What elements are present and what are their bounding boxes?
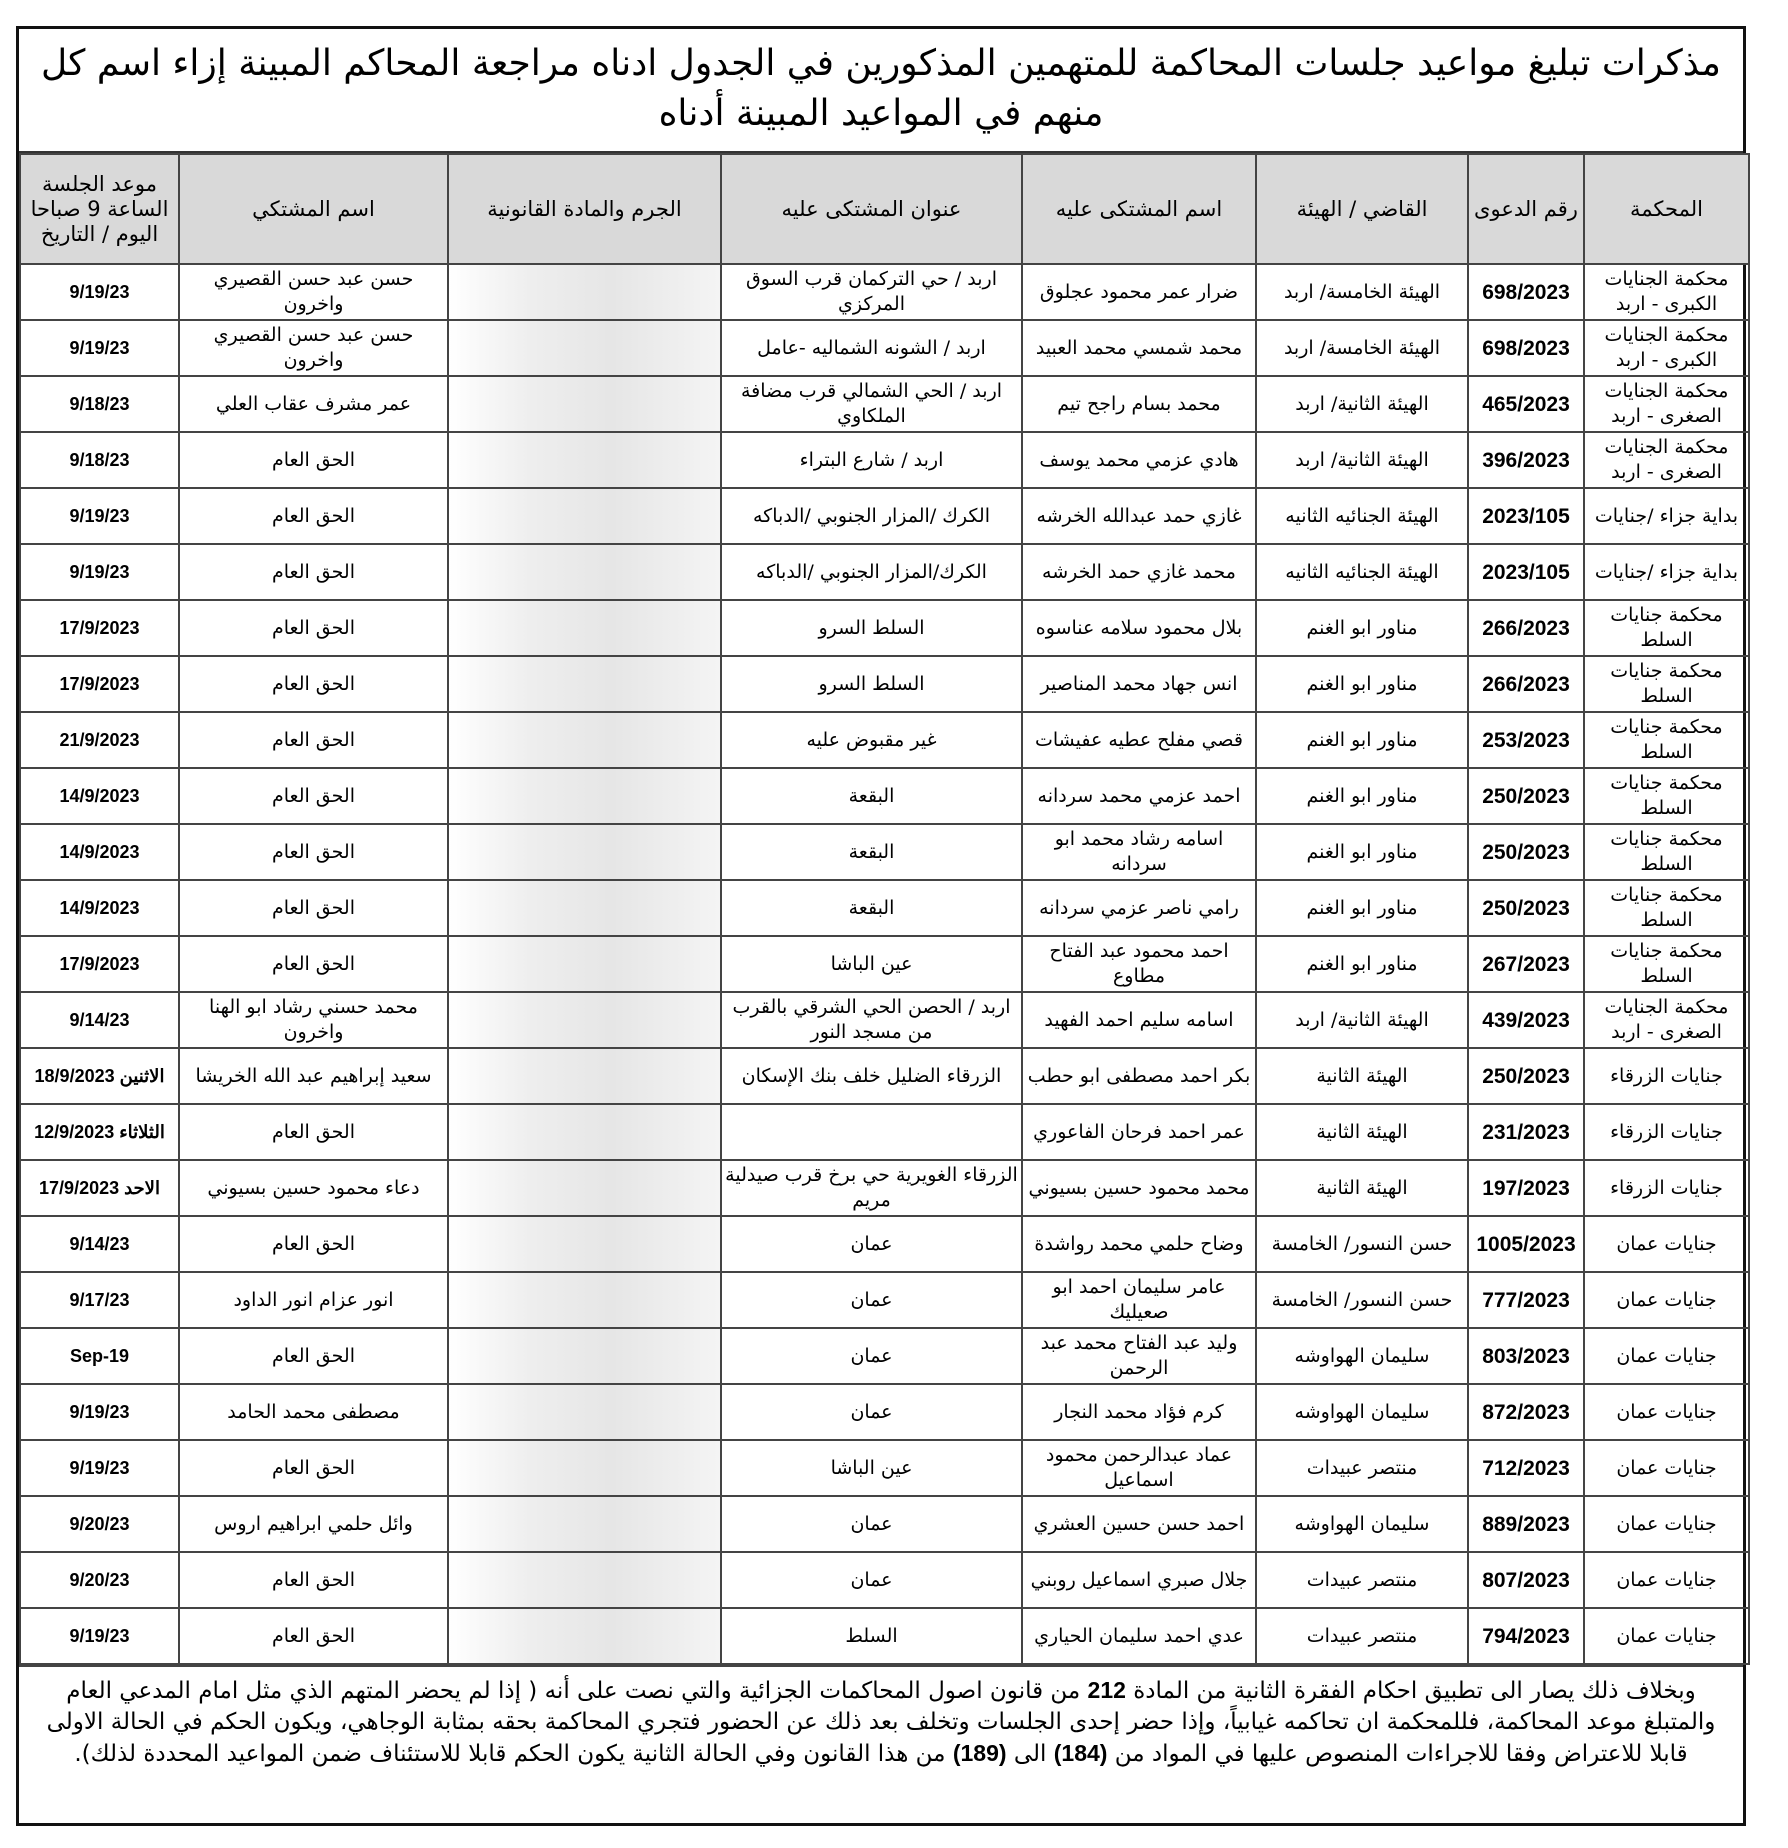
cell-defendant-name: محمد بسام راجح تيم xyxy=(1022,376,1256,432)
cell-hearing-date: 17/9/2023 xyxy=(20,936,179,992)
notice-text: من قانون اصول المحاكمات الجزائية والتي نصت على أنه ( إذا لم يحضر المتهم الذي مثل امام المدعي العام والمتبلغ موعد المحاكمة، فللمحكمة ان تحاكمه غيابياً، وإذا حضر إحدى الجلسات وتخلف بعد ذلك عن الحضور فتجري المحاكمة بحقه بمثابة الوجاهي، ويكون الحكم في الحالة الاولى قابلا للاعتراض وفقا للاجراءات المنصوص عليها في المواد من xyxy=(46,1678,1716,1767)
cell-defendant-address: غير مقبوض عليه xyxy=(721,712,1022,768)
cell-judge-panel: الهيئة الثانية/ اربد xyxy=(1256,432,1468,488)
header-court: المحكمة xyxy=(1584,154,1749,264)
cell-court: محكمة جنايات السلط xyxy=(1584,712,1749,768)
cell-complainant-name: الحق العام xyxy=(179,1552,448,1608)
cell-complainant-name: الحق العام xyxy=(179,712,448,768)
cell-defendant-address: الكرك/المزار الجنوبي /الدباكه xyxy=(721,544,1022,600)
header-hearing-date: موعد الجلسة الساعة 9 صباحا اليوم / التاريخ xyxy=(20,154,179,264)
cell-charge xyxy=(448,544,721,600)
cell-hearing-date: 14/9/2023 xyxy=(20,824,179,880)
cell-defendant-name: بكر احمد مصطفى ابو حطب xyxy=(1022,1048,1256,1104)
cell-defendant-address: الكرك /المزار الجنوبي /الدباكه xyxy=(721,488,1022,544)
cell-charge xyxy=(448,824,721,880)
cell-case-number: 266/2023 xyxy=(1468,600,1584,656)
cell-case-number: 807/2023 xyxy=(1468,1552,1584,1608)
cell-case-number: 794/2023 xyxy=(1468,1608,1584,1664)
cell-case-number: 396/2023 xyxy=(1468,432,1584,488)
cell-charge xyxy=(448,656,721,712)
cell-defendant-address: عمان xyxy=(721,1384,1022,1440)
cell-defendant-name: وضاح حلمي محمد رواشدة xyxy=(1022,1216,1256,1272)
cell-court: جنايات عمان xyxy=(1584,1496,1749,1552)
article-number: (184) xyxy=(1053,1740,1108,1766)
cell-charge xyxy=(448,264,721,320)
cell-defendant-address: عمان xyxy=(721,1272,1022,1328)
cell-complainant-name: الحق العام xyxy=(179,656,448,712)
cell-charge xyxy=(448,768,721,824)
cell-case-number: 889/2023 xyxy=(1468,1496,1584,1552)
cell-defendant-address: عمان xyxy=(721,1496,1022,1552)
cell-complainant-name: الحق العام xyxy=(179,880,448,936)
cell-defendant-address: عمان xyxy=(721,1552,1022,1608)
cell-charge xyxy=(448,1496,721,1552)
cell-defendant-address: عين الباشا xyxy=(721,936,1022,992)
cell-court: جنايات عمان xyxy=(1584,1272,1749,1328)
cell-defendant-address: البقعة xyxy=(721,880,1022,936)
cell-case-number: 250/2023 xyxy=(1468,824,1584,880)
cell-judge-panel: منتصر عبيدات xyxy=(1256,1552,1468,1608)
cell-court: جنايات عمان xyxy=(1584,1608,1749,1664)
cell-judge-panel: سليمان الهواوشه xyxy=(1256,1328,1468,1384)
cell-defendant-name: ضرار عمر محمود عجلوق xyxy=(1022,264,1256,320)
cell-judge-panel: سليمان الهواوشه xyxy=(1256,1496,1468,1552)
cell-case-number: 2023/105 xyxy=(1468,544,1584,600)
cell-defendant-name: رامي ناصر عزمي سردانه xyxy=(1022,880,1256,936)
cell-court: محكمة جنايات السلط xyxy=(1584,824,1749,880)
cell-defendant-name: بلال محمود سلامه عناسوه xyxy=(1022,600,1256,656)
table-row xyxy=(20,1048,1749,1104)
cell-case-number: 803/2023 xyxy=(1468,1328,1584,1384)
cell-court: محكمة جنايات السلط xyxy=(1584,936,1749,992)
header-charge: الجرم والمادة القانونية xyxy=(448,154,721,264)
table-row xyxy=(20,432,1749,488)
cell-defendant-address: الزرقاء الغويرية حي برخ قرب صيدلية مريم xyxy=(721,1160,1022,1216)
cell-complainant-name: الحق العام xyxy=(179,544,448,600)
document-title: مذكرات تبليغ مواعيد جلسات المحاكمة للمتهمين المذكورين في الجدول ادناه مراجعة المحاكم المبينة إزاء اسم كل منهم في المواعيد المبينة أدناه xyxy=(19,29,1743,153)
cell-case-number: 872/2023 xyxy=(1468,1384,1584,1440)
cell-defendant-name: قصي مفلح عطيه عفيشات xyxy=(1022,712,1256,768)
cell-court: محكمة جنايات السلط xyxy=(1584,656,1749,712)
cell-case-number: 250/2023 xyxy=(1468,1048,1584,1104)
notice-text: الى xyxy=(1013,1741,1047,1767)
cell-judge-panel: مناور ابو الغنم xyxy=(1256,768,1468,824)
article-number: 212 xyxy=(1087,1677,1126,1703)
cell-defendant-name: احمد حسن حسين العشري xyxy=(1022,1496,1256,1552)
cell-complainant-name: الحق العام xyxy=(179,1216,448,1272)
table-row xyxy=(20,488,1749,544)
cell-court: محكمة الجنايات الكبرى - اربد xyxy=(1584,264,1749,320)
cell-charge xyxy=(448,1216,721,1272)
cell-defendant-name: عماد عبدالرحمن محمود اسماعيل xyxy=(1022,1440,1256,1496)
table-row xyxy=(20,544,1749,600)
header-case-number: رقم الدعوى xyxy=(1468,154,1584,264)
cell-defendant-address: السلط السرو xyxy=(721,600,1022,656)
cell-judge-panel: حسن النسور/ الخامسة xyxy=(1256,1216,1468,1272)
cell-charge xyxy=(448,1384,721,1440)
cell-court: جنايات عمان xyxy=(1584,1384,1749,1440)
cell-judge-panel: الهيئة الثانية xyxy=(1256,1104,1468,1160)
cell-defendant-address: السلط السرو xyxy=(721,656,1022,712)
hearings-table xyxy=(19,153,1750,1665)
cell-defendant-name: احمد عزمي محمد سردانه xyxy=(1022,768,1256,824)
cell-defendant-name: غازي حمد عبدالله الخرشه xyxy=(1022,488,1256,544)
cell-case-number: 465/2023 xyxy=(1468,376,1584,432)
cell-court: محكمة جنايات السلط xyxy=(1584,880,1749,936)
cell-judge-panel: مناور ابو الغنم xyxy=(1256,712,1468,768)
cell-charge xyxy=(448,1272,721,1328)
cell-judge-panel: الهيئة الجنائيه الثانيه xyxy=(1256,544,1468,600)
cell-judge-panel: الهيئة الثانية/ اربد xyxy=(1256,992,1468,1048)
table-row xyxy=(20,824,1749,880)
cell-complainant-name: مصطفى محمد الحامد xyxy=(179,1384,448,1440)
cell-hearing-date: 21/9/2023 xyxy=(20,712,179,768)
cell-defendant-address: البقعة xyxy=(721,824,1022,880)
cell-complainant-name: الحق العام xyxy=(179,1104,448,1160)
cell-judge-panel: الهيئة الثانية xyxy=(1256,1160,1468,1216)
cell-judge-panel: مناور ابو الغنم xyxy=(1256,824,1468,880)
table-row xyxy=(20,1272,1749,1328)
cell-hearing-date: 14/9/2023 xyxy=(20,880,179,936)
cell-case-number: 777/2023 xyxy=(1468,1272,1584,1328)
cell-hearing-date: الاحد 17/9/2023 xyxy=(20,1160,179,1216)
cell-hearing-date: 17/9/2023 xyxy=(20,656,179,712)
header-judge-panel: القاضي / الهيئة xyxy=(1256,154,1468,264)
table-row xyxy=(20,1440,1749,1496)
cell-judge-panel: الهيئة الخامسة/ اربد xyxy=(1256,264,1468,320)
cell-hearing-date: 9/14/23 xyxy=(20,1216,179,1272)
cell-defendant-address: السلط xyxy=(721,1608,1022,1664)
cell-complainant-name: سعيد إبراهيم عبد الله الخريشا xyxy=(179,1048,448,1104)
cell-hearing-date: 9/19/23 xyxy=(20,1384,179,1440)
cell-charge xyxy=(448,1552,721,1608)
cell-charge xyxy=(448,712,721,768)
cell-court: جنايات الزرقاء xyxy=(1584,1048,1749,1104)
cell-charge xyxy=(448,1104,721,1160)
table-row xyxy=(20,320,1749,376)
cell-charge xyxy=(448,600,721,656)
cell-court: جنايات عمان xyxy=(1584,1552,1749,1608)
table-row xyxy=(20,936,1749,992)
cell-case-number: 231/2023 xyxy=(1468,1104,1584,1160)
cell-judge-panel: مناور ابو الغنم xyxy=(1256,656,1468,712)
cell-defendant-address: عين الباشا xyxy=(721,1440,1022,1496)
cell-hearing-date: 9/14/23 xyxy=(20,992,179,1048)
notice-text: من هذا القانون وفي الحالة الثانية يكون الحكم قابلا للاستئناف ضمن المواعيد المحددة لذلك). xyxy=(74,1741,946,1767)
cell-defendant-address: اربد / شارع البتراء xyxy=(721,432,1022,488)
cell-defendant-name: عامر سليمان احمد ابو صعيليك xyxy=(1022,1272,1256,1328)
cell-complainant-name: وائل حلمي ابراهيم اروس xyxy=(179,1496,448,1552)
cell-complainant-name: الحق العام xyxy=(179,768,448,824)
table-row xyxy=(20,880,1749,936)
cell-defendant-name: احمد محمود عبد الفتاح مطاوع xyxy=(1022,936,1256,992)
table-row xyxy=(20,712,1749,768)
cell-case-number: 712/2023 xyxy=(1468,1440,1584,1496)
cell-charge xyxy=(448,992,721,1048)
header-complainant-name: اسم المشتكي xyxy=(179,154,448,264)
notice-document xyxy=(16,26,1746,1826)
table-header-row xyxy=(20,154,1749,264)
table-row xyxy=(20,768,1749,824)
cell-hearing-date: 9/17/23 xyxy=(20,1272,179,1328)
cell-case-number: 698/2023 xyxy=(1468,320,1584,376)
cell-hearing-date: الثلاثاء 12/9/2023 xyxy=(20,1104,179,1160)
cell-case-number: 698/2023 xyxy=(1468,264,1584,320)
cell-charge xyxy=(448,1328,721,1384)
cell-complainant-name: عمر مشرف عقاب العلي xyxy=(179,376,448,432)
cell-hearing-date: 17/9/2023 xyxy=(20,600,179,656)
cell-court: محكمة الجنايات الصغرى - اربد xyxy=(1584,376,1749,432)
cell-court: جنايات الزرقاء xyxy=(1584,1160,1749,1216)
table-row xyxy=(20,600,1749,656)
cell-defendant-address: اربد / الشونه الشماليه -عامل xyxy=(721,320,1022,376)
cell-complainant-name: الحق العام xyxy=(179,824,448,880)
cell-hearing-date: 14/9/2023 xyxy=(20,768,179,824)
cell-complainant-name: محمد حسني رشاد ابو الهنا واخرون xyxy=(179,992,448,1048)
cell-defendant-name: محمد شمسي محمد العبيد xyxy=(1022,320,1256,376)
cell-judge-panel: الهيئة الخامسة/ اربد xyxy=(1256,320,1468,376)
cell-complainant-name: الحق العام xyxy=(179,432,448,488)
cell-judge-panel: مناور ابو الغنم xyxy=(1256,936,1468,992)
cell-complainant-name: الحق العام xyxy=(179,1440,448,1496)
cell-court: جنايات عمان xyxy=(1584,1440,1749,1496)
cell-judge-panel: مناور ابو الغنم xyxy=(1256,600,1468,656)
cell-hearing-date: الاثنين 18/9/2023 xyxy=(20,1048,179,1104)
cell-defendant-name: انس جهاد محمد المناصير xyxy=(1022,656,1256,712)
cell-defendant-name: هادي عزمي محمد يوسف xyxy=(1022,432,1256,488)
cell-hearing-date: 9/20/23 xyxy=(20,1552,179,1608)
cell-case-number: 250/2023 xyxy=(1468,768,1584,824)
cell-hearing-date: 9/19/23 xyxy=(20,488,179,544)
cell-court: محكمة جنايات السلط xyxy=(1584,768,1749,824)
table-row xyxy=(20,1328,1749,1384)
cell-hearing-date: 9/19/23 xyxy=(20,544,179,600)
cell-charge xyxy=(448,1608,721,1664)
cell-complainant-name: الحق العام xyxy=(179,1328,448,1384)
cell-case-number: 197/2023 xyxy=(1468,1160,1584,1216)
cell-court: محكمة الجنايات الكبرى - اربد xyxy=(1584,320,1749,376)
cell-complainant-name: دعاء محمود حسين بسيوني xyxy=(179,1160,448,1216)
cell-case-number: 253/2023 xyxy=(1468,712,1584,768)
cell-defendant-name: اسامه رشاد محمد ابو سردانه xyxy=(1022,824,1256,880)
cell-hearing-date: 9/20/23 xyxy=(20,1496,179,1552)
cell-defendant-address: البقعة xyxy=(721,768,1022,824)
cell-hearing-date: 9/19/23 xyxy=(20,1440,179,1496)
cell-complainant-name: انور عزام انور الداود xyxy=(179,1272,448,1328)
cell-case-number: 250/2023 xyxy=(1468,880,1584,936)
table-row xyxy=(20,1496,1749,1552)
cell-charge xyxy=(448,488,721,544)
cell-judge-panel: سليمان الهواوشه xyxy=(1256,1384,1468,1440)
cell-court: جنايات عمان xyxy=(1584,1328,1749,1384)
table-row xyxy=(20,264,1749,320)
table-row xyxy=(20,1552,1749,1608)
cell-defendant-name: وليد عبد الفتاح محمد عبد الرحمن xyxy=(1022,1328,1256,1384)
header-defendant-name: اسم المشتكى عليه xyxy=(1022,154,1256,264)
cell-defendant-address: اربد / حي التركمان قرب السوق المركزي xyxy=(721,264,1022,320)
cell-court: جنايات عمان xyxy=(1584,1216,1749,1272)
cell-hearing-date: 9/18/23 xyxy=(20,432,179,488)
cell-case-number: 1005/2023 xyxy=(1468,1216,1584,1272)
cell-defendant-name: محمد محمود حسين بسيوني xyxy=(1022,1160,1256,1216)
cell-court: جنايات الزرقاء xyxy=(1584,1104,1749,1160)
table-row xyxy=(20,1104,1749,1160)
table-row xyxy=(20,992,1749,1048)
cell-defendant-address: اربد / الحصن الحي الشرقي بالقرب من مسجد النور xyxy=(721,992,1022,1048)
cell-hearing-date: 19-Sep xyxy=(20,1328,179,1384)
table-row xyxy=(20,1216,1749,1272)
cell-case-number: 267/2023 xyxy=(1468,936,1584,992)
cell-judge-panel: حسن النسور/ الخامسة xyxy=(1256,1272,1468,1328)
notice-text: وبخلاف ذلك يصار الى تطبيق احكام الفقرة الثانية من المادة xyxy=(1133,1678,1696,1704)
cell-hearing-date: 9/19/23 xyxy=(20,1608,179,1664)
cell-case-number: 439/2023 xyxy=(1468,992,1584,1048)
cell-court: محكمة الجنايات الصغرى - اربد xyxy=(1584,432,1749,488)
table-row xyxy=(20,656,1749,712)
legal-notice xyxy=(19,1665,1743,1778)
cell-court: محكمة جنايات السلط xyxy=(1584,600,1749,656)
cell-defendant-address: عمان xyxy=(721,1216,1022,1272)
cell-court: بداية جزاء /جنايات xyxy=(1584,488,1749,544)
cell-defendant-address: اربد / الحي الشمالي قرب مضافة الملكاوي xyxy=(721,376,1022,432)
cell-charge xyxy=(448,1440,721,1496)
header-defendant-address: عنوان المشتكى عليه xyxy=(721,154,1022,264)
cell-defendant-name: جلال صبري اسماعيل روبني xyxy=(1022,1552,1256,1608)
cell-charge xyxy=(448,376,721,432)
cell-complainant-name: الحق العام xyxy=(179,600,448,656)
cell-complainant-name: حسن عبد حسن القصيري واخرون xyxy=(179,264,448,320)
cell-hearing-date: 9/18/23 xyxy=(20,376,179,432)
cell-case-number: 266/2023 xyxy=(1468,656,1584,712)
cell-judge-panel: مناور ابو الغنم xyxy=(1256,880,1468,936)
table-row xyxy=(20,1160,1749,1216)
cell-court: محكمة الجنايات الصغرى - اربد xyxy=(1584,992,1749,1048)
cell-charge xyxy=(448,1048,721,1104)
cell-charge xyxy=(448,936,721,992)
cell-defendant-address: الزرقاء الضليل خلف بنك الإسكان xyxy=(721,1048,1022,1104)
cell-complainant-name: الحق العام xyxy=(179,936,448,992)
cell-charge xyxy=(448,1160,721,1216)
cell-charge xyxy=(448,432,721,488)
cell-judge-panel: الهيئة الثانية/ اربد xyxy=(1256,376,1468,432)
cell-judge-panel: الهيئة الجنائيه الثانيه xyxy=(1256,488,1468,544)
cell-defendant-name: عدي احمد سليمان الحياري xyxy=(1022,1608,1256,1664)
cell-complainant-name: الحق العام xyxy=(179,1608,448,1664)
cell-defendant-name: اسامه سليم احمد الفهيد xyxy=(1022,992,1256,1048)
cell-court: بداية جزاء /جنايات xyxy=(1584,544,1749,600)
cell-judge-panel: منتصر عبيدات xyxy=(1256,1440,1468,1496)
cell-defendant-address xyxy=(721,1104,1022,1160)
cell-complainant-name: حسن عبد حسن القصيري واخرون xyxy=(179,320,448,376)
cell-hearing-date: 9/19/23 xyxy=(20,264,179,320)
cell-defendant-name: كرم فؤاد محمد النجار xyxy=(1022,1384,1256,1440)
table-row xyxy=(20,376,1749,432)
cell-complainant-name: الحق العام xyxy=(179,488,448,544)
cell-defendant-name: عمر احمد فرحان الفاعوري xyxy=(1022,1104,1256,1160)
cell-judge-panel: منتصر عبيدات xyxy=(1256,1608,1468,1664)
cell-defendant-address: عمان xyxy=(721,1328,1022,1384)
cell-case-number: 2023/105 xyxy=(1468,488,1584,544)
cell-defendant-name: محمد غازي حمد الخرشه xyxy=(1022,544,1256,600)
cell-judge-panel: الهيئة الثانية xyxy=(1256,1048,1468,1104)
table-row xyxy=(20,1608,1749,1664)
cell-charge xyxy=(448,320,721,376)
cell-charge xyxy=(448,880,721,936)
cell-hearing-date: 9/19/23 xyxy=(20,320,179,376)
table-row xyxy=(20,1384,1749,1440)
article-number: (189) xyxy=(952,1740,1007,1766)
